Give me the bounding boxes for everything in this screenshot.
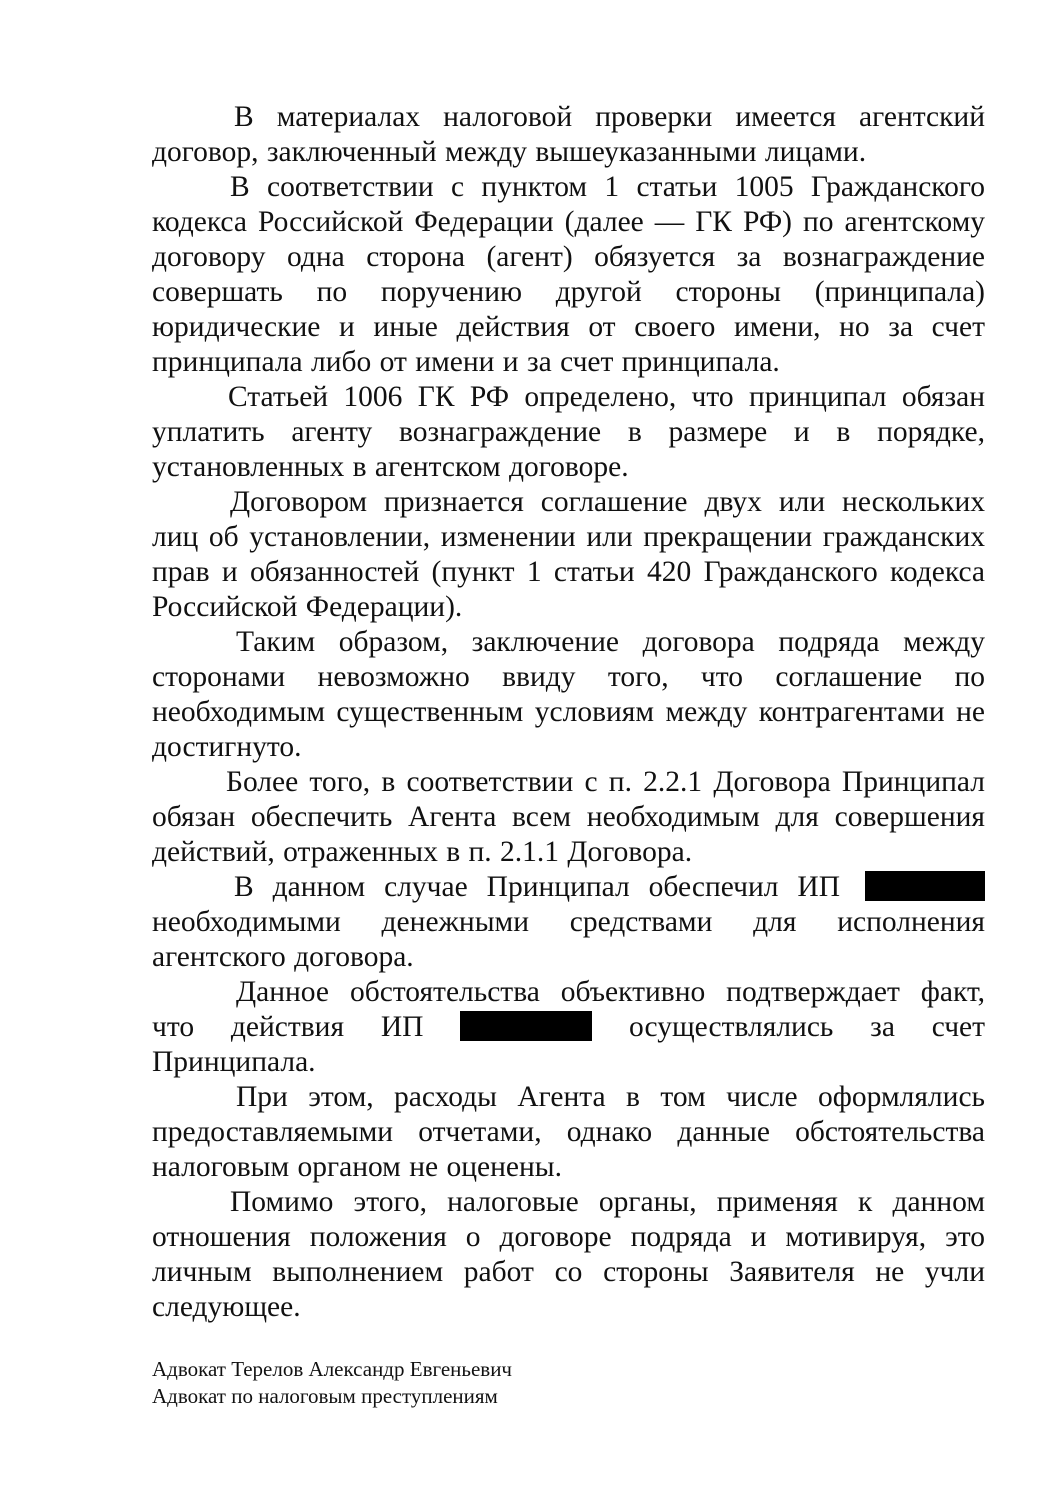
redacted-name-block [865, 871, 985, 901]
paragraph-2: В соответствии с пунктом 1 статьи 1005 Гражданского кодекса Российской Федерации (далее — ГК РФ) по агентскому договору одна сторона (агент) обязуется за вознаграждение совершать по поручению другой стороны (принципала) юридические и иные действия от своего имени, но за счет принципала либо от имени и за счет принципала. [152, 171, 985, 378]
paragraph-7-text-start: В данном случае Принципал обеспечил ИП [234, 871, 841, 903]
paragraph-7 [152, 870, 985, 975]
paragraph-4: Договором признается соглашение двух или нескольких лиц об установлении, изменении или прекращении гражданских прав и обязанностей (пункт 1 статьи 420 Гражданского кодекса Российской Федерации). [152, 486, 985, 623]
paragraph-6: Более того, в соответствии с п. 2.2.1 Договора Принципал обязан обеспечить Агента всем необходимым для совершения действий, отраженных в п. 2.1.1 Договора. [152, 766, 985, 868]
signature-name: Адвокат Терелов Александр Евгеньевич [152, 1357, 512, 1381]
paragraph-8-line-2 [152, 1010, 985, 1045]
paragraph-1: В материалах налоговой проверки имеется агентский договор, заключенный между вышеуказанными лицами. [152, 101, 985, 168]
signature-block [152, 1356, 512, 1410]
paragraph-8-line-1: Данное обстоятельства объективно подтверждает факт, [236, 976, 985, 1008]
paragraph-8-line-3: Принципала. [152, 1046, 316, 1078]
paragraph-9: При этом, расходы Агента в том числе оформлялись предоставляемыми отчетами, однако данные обстоятельства налоговым органом не оценены. [152, 1081, 985, 1183]
redacted-name-block [460, 1011, 592, 1041]
paragraph-3: Статьей 1006 ГК РФ определено, что принципал обязан уплатить агенту вознаграждение в размере и в порядке, установленных в агентском договоре. [152, 381, 985, 483]
paragraph-8-text-start: что действия ИП [152, 1011, 424, 1043]
paragraph-5: Таким образом, заключение договора подряда между сторонами невозможно ввиду того, что соглашение по необходимым существенным условиям между контрагентами не достигнуто. [152, 626, 985, 763]
signature-title: Адвокат по налоговым преступлениям [152, 1384, 498, 1408]
paragraph-10: Помимо этого, налоговые органы, применяя к данном отношения положения о договоре подряда и мотивируя, это личным выполнением работ со стороны Заявителя не учли следующее. [152, 1186, 985, 1323]
document-body [152, 100, 985, 1325]
paragraph-8 [152, 975, 985, 1080]
paragraph-8-text-end: осуществлялись за счет [629, 1011, 986, 1043]
paragraph-7-text-end: необходимыми денежными средствами для исполнения агентского договора. [152, 906, 985, 973]
